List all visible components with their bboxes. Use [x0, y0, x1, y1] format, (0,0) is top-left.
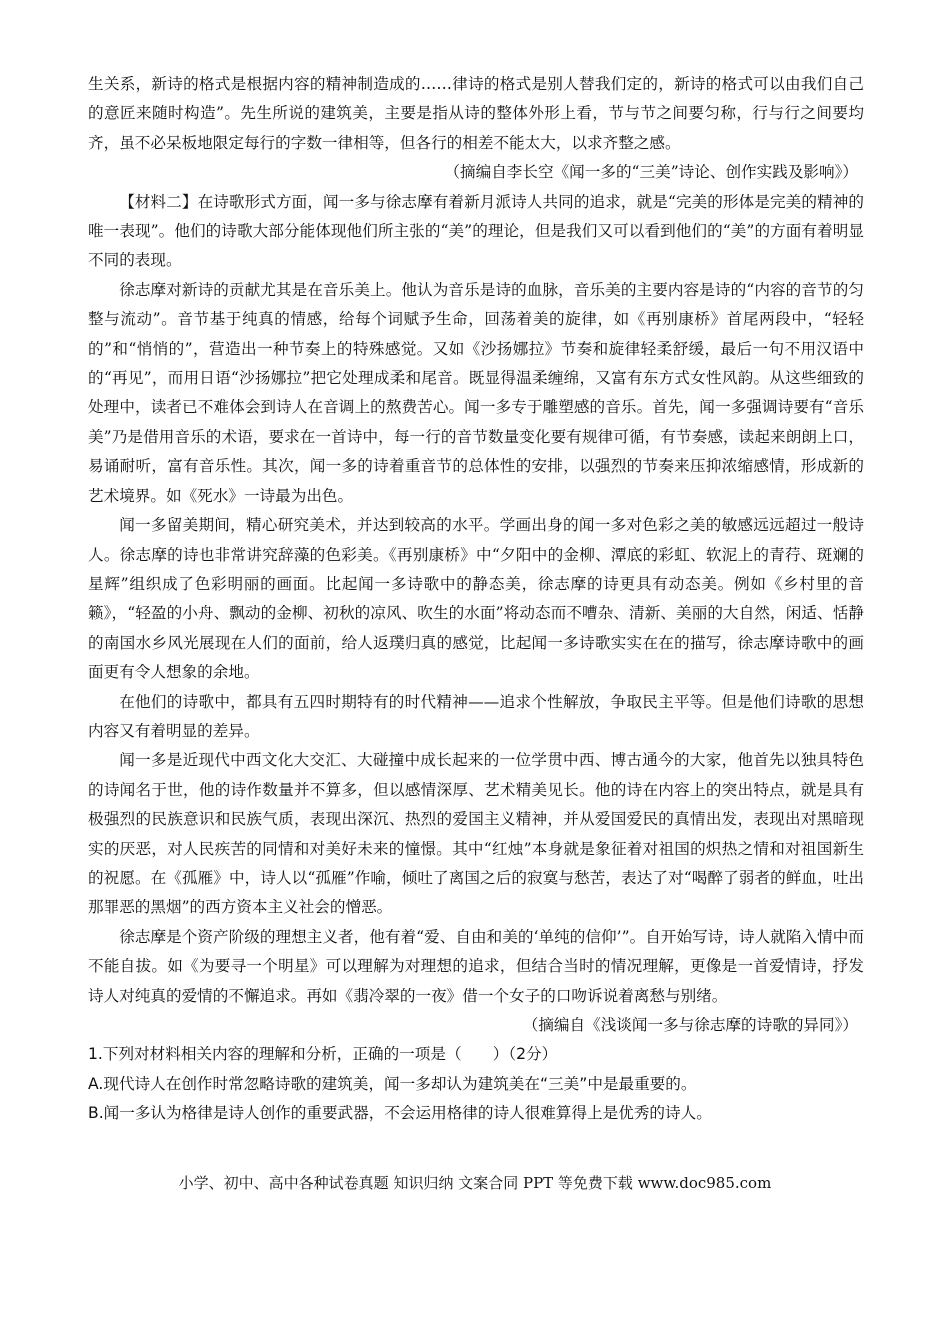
- source-citation-2: （摘编自《浅谈闻一多与徐志摩的诗歌的异同》）: [522, 1016, 858, 1034]
- question-stem: 1.下列对材料相关内容的理解和分析，正确的一项是（ ）（2分）: [88, 1045, 558, 1064]
- paragraph-era-spirit: 在他们的诗歌中，都具有五四时期特有的时代精神——追求个性解放，争取民主平等。但是他们诗歌的思想内容又有着明显的差异。: [88, 692, 864, 740]
- paragraph-material-two: 【材料二】在诗歌形式方面，闻一多与徐志摩有着新月派诗人共同的追求，就是“完美的形体是完美的精神的唯一表现”。他们的诗歌大部分能体现他们所主张的“美”的理论，但是我们又可以看到他们的“美”的方面有着明显不同的表现。: [88, 192, 864, 270]
- paragraph-painting-beauty: 闻一多留美期间，精心研究美术，并达到较高的水平。学画出身的闻一多对色彩之美的敏感远远超过一般诗人。徐志摩的诗也非常讲究辞藻的色彩美。《再别康桥》中“夕阳中的金柳、潭底的彩虹、软泥上的青荇、斑斓的星辉”组织成了色彩明丽的画面。比起闻一多诗歌中的静态美，徐志摩的诗更具有动态美。例如《乡村里的音籁》，“轻盈的小舟、飘动的金柳、初秋的凉风、吹生的水面”将动态而不嘈杂、清新、美丽的大自然，闲适、恬静的南国水乡风光展现在人们的面前，给人返璞归真的感觉，比起闻一多诗歌实实在在的描写，徐志摩诗歌中的画面更有令人想象的余地。: [88, 516, 864, 682]
- paragraph-wen-yiduo: 闻一多是近现代中西文化大交汇、大碰撞中成长起来的一位学贯中西、博古通今的大家，他首先以独具特色的诗闻名于世，他的诗作数量并不算多，但以感情深厚、艺术精美见长。他的诗在内容上的突出特点，就是具有极强烈的民族意识和民族气质，表现出深沉、热烈的爱国主义精神，并从爱国爱民的真情出发，表现出对黑暗现实的厌恶，对人民疾苦的同情和对美好未来的憧憬。其中“红烛”本身就是象征着对祖国的炽热之情和对祖国新生的祝愿。在《孤雁》中，诗人以“孤雁”作喻，倾吐了离国之后的寂寞与愁苦，表达了对“喝醉了弱者的鲜血，吐出那罪恶的黑烟”的西方资本主义社会的憎恶。: [88, 751, 864, 917]
- paragraph-continuation: 生关系，新诗的格式是根据内容的精神制造成的……律诗的格式是别人替我们定的，新诗的格式可以由我们自己的意匠来随时构造”。先生所说的建筑美，主要是指从诗的整体外形上看，节与节之间要匀称，行与行之间要均齐，虽不必呆板地限定每行的字数一律相等，但各行的相差不能太大，以求齐整之感。: [88, 75, 864, 152]
- source-citation-1: （摘编自李长空《闻一多的“三美”诗论、创作实践及影响》）: [444, 163, 858, 182]
- page-footer: 小学、初中、高中各种试卷真题 知识归纳 文案合同 PPT 等免费下载 www.doc985.com: [178, 1174, 772, 1192]
- paragraph-music-beauty: 徐志摩对新诗的贡献尤其是在音乐美上。他认为音乐是诗的血脉，音乐美的主要内容是诗的“内容的音节的匀整与流动”。音节基于纯真的情感，给每个词赋予生命，回荡着美的旋律，如《再别康桥》首尾两段中，“轻轻的”和“悄悄的”，营造出一种节奏上的特殊感觉。又如《沙扬娜拉》节奏和旋律轻柔舒缓，最后一句不用汉语中的“再见”，而用日语“沙扬娜拉”把它处理成柔和尾音。既显得温柔缠绵，又富有东方式女性风韵。从这些细致的处理中，读者已不难体会到诗人在音调上的熬费苦心。闻一多专于雕塑感的音乐。首先，闻一多强调诗要有“音乐美”乃是借用音乐的术语，要求在一首诗中，每一行的音节数量变化要有规律可循，有节奏感，读起来朗朗上口，易诵耐听，富有音乐性。其次，闻一多的诗着重音节的总体性的安排，以强烈的节奏来压抑浓缩感情，形成新的艺术境界。如《死水》一诗最为出色。: [88, 280, 864, 505]
- paragraph-xu-zhimo: 徐志摩是个资产阶级的理想主义者，他有着“爱、自由和美的‘单纯的信仰’”。自开始写诗，诗人就陷入情中而不能自拔。如《为要寻一个明星》可以理解为对理想的追求，但结合当时的情况理解，更像是一首爱情诗，抒发诗人对纯真的爱情的不懈追求。再如《翡冷翠的一夜》借一个女子的口吻诉说着离愁与别绪。: [88, 927, 864, 1005]
- option-b: B.闻一多认为格律是诗人创作的重要武器，不会运用格律的诗人很难算得上是优秀的诗人。: [88, 1104, 712, 1123]
- option-a: A.现代诗人在创作时常忽略诗歌的建筑美，闻一多却认为建筑美在“三美”中是最重要的。: [88, 1074, 697, 1093]
- document-body: [88, 70, 864, 1129]
